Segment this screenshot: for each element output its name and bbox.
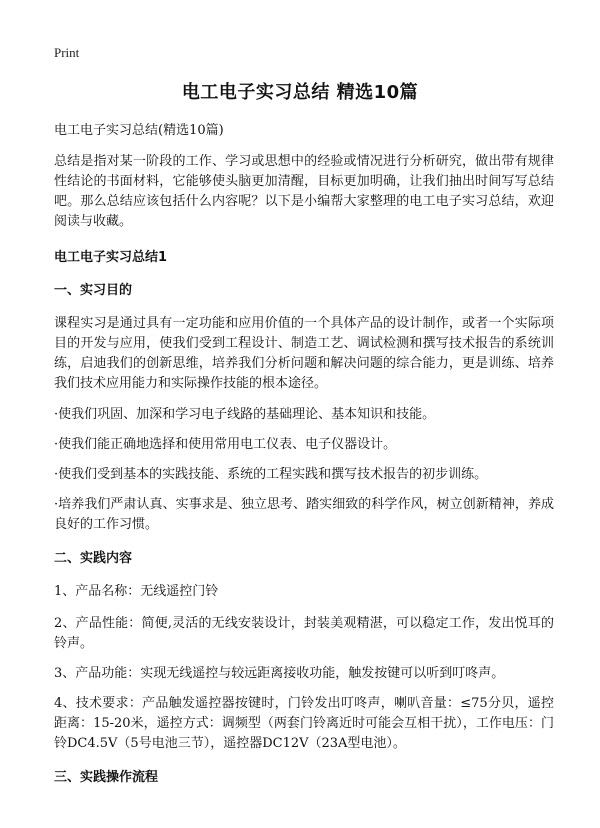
section-heading-process: 三、实践操作流程 <box>54 770 159 785</box>
purpose-paragraph: 课程实习是通过具有一定功能和应用价值的一个具体产品的设计制作，或者一个实际项目的开发与应用，使我们受到工程设计、制造工艺、调试检测和撰写技术报告的系统训练，启迪我们的创新思维，培养我们分析问题和解决问题的综合能力，更是训练、培养我们技术应用能力和实际操作技能的根本途径。 <box>54 316 554 391</box>
article-heading: 电工电子实习总结1 <box>54 250 168 265</box>
purpose-bullet: ·使我们巩固、加深和学习电子线路的基础理论、基本知识和技能。 <box>54 407 436 422</box>
document-title: 电工电子实习总结 精选10篇 <box>181 82 419 103</box>
content-item: 4、技术要求：产品触发遥控器按键时，门铃发出叮咚声，喇叭音量：≤75分贝，遥控距离：15-20米，遥控方式：调频型（两套门铃离近时可能会互相干扰），工作电压：门铃DC4.5V（5号电池三节），遥控器DC12V（23A型电池）。 <box>54 696 554 751</box>
content-item: 1、产品名称：无线遥控门铃 <box>54 584 219 599</box>
purpose-bullet: ·使我们受到基本的实践技能、系统的工程实践和撰写技术报告的初步训练。 <box>54 467 488 482</box>
intro-paragraph: 总结是指对某一阶段的工作、学习或思想中的经验或情况进行分析研究，做出带有规律性结论的书面材料，它能够使头脑更加清醒，目标更加明确，让我们抽出时间写写总结吧。那么总结应该包括什么内容呢？以下是小编帮大家整理的电工电子实习总结，欢迎阅读与收藏。 <box>54 154 554 229</box>
purpose-bullet: ·培养我们严肃认真、实事求是、独立思考、踏实细致的科学作风，树立创新精神，养成良好的工作习惯。 <box>54 497 554 532</box>
content-item: 2、产品性能：简便,灵活的无线安装设计，封装美观精湛，可以稳定工作，发出悦耳的铃声。 <box>54 616 554 651</box>
print-link[interactable]: Print <box>54 45 80 60</box>
document-subtitle: 电工电子实习总结(精选10篇) <box>54 123 224 138</box>
purpose-bullet: ·使我们能正确地选择和使用常用电工仪表、电子仪器设计。 <box>54 437 397 452</box>
section-heading-purpose: 一、实习目的 <box>54 283 133 298</box>
document-body <box>54 121 554 801</box>
content-item: 3、产品功能：实现无线遥控与较远距离接收功能，触发按键可以听到叮咚声。 <box>54 666 505 681</box>
section-heading-content: 二、实践内容 <box>54 551 133 566</box>
